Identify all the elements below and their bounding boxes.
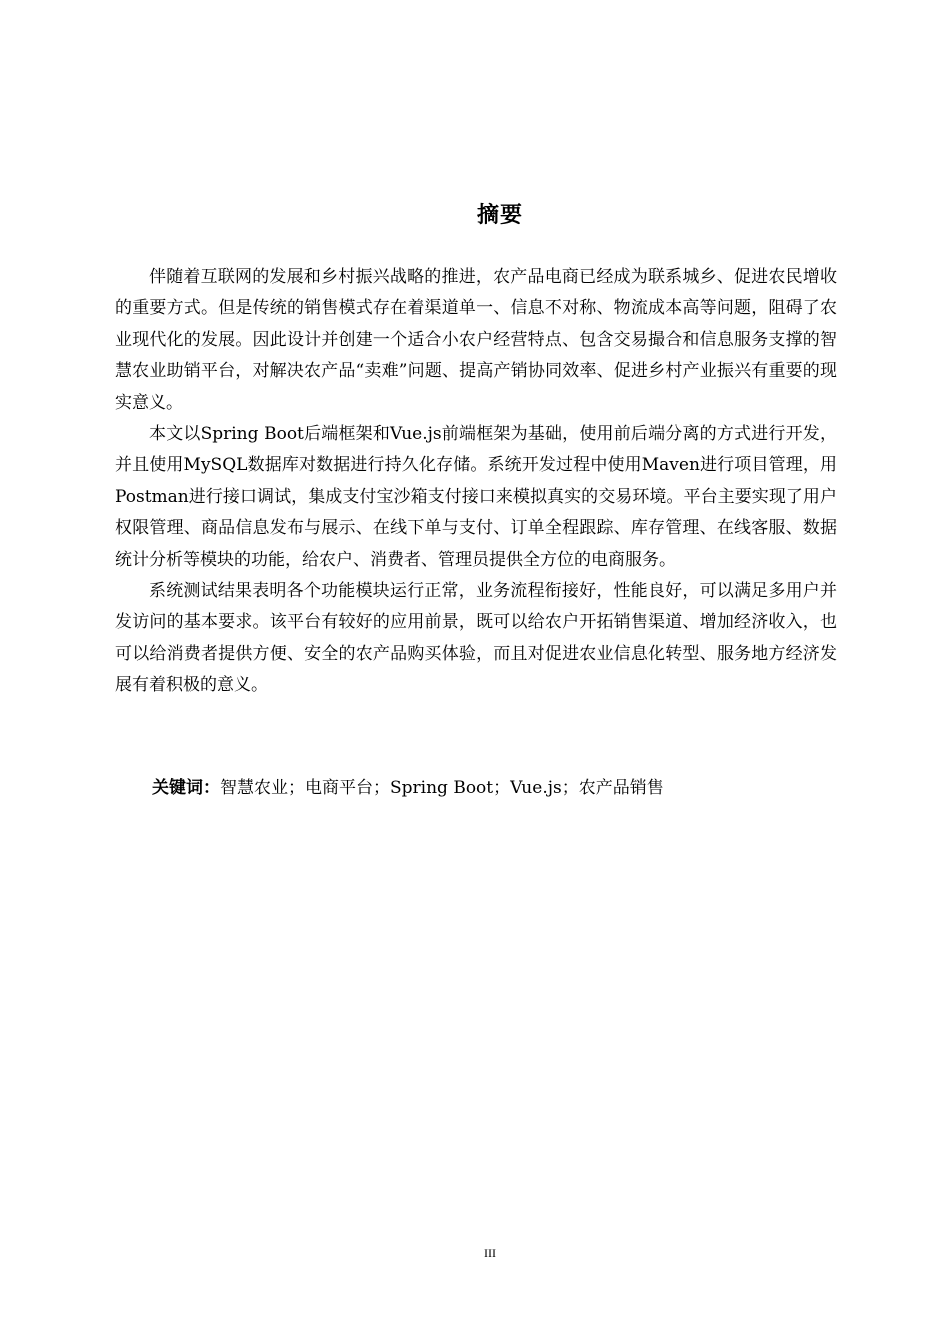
abstract-body bbox=[115, 262, 837, 702]
abstract-paragraph-3: 系统测试结果表明各个功能模块运行正常，业务流程衔接好，性能良好，可以满足多用户并发访问的基本要求。该平台有较好的应用前景，既可以给农户开拓销售渠道、增加经济收入，也可以给消费者提供方便、安全的农产品购买体验，而且对促进农业信息化转型、服务地方经济发展有着积极的意义。 bbox=[115, 581, 837, 696]
keywords-list: 智慧农业；电商平台；Spring Boot；Vue.js；农产品销售 bbox=[220, 778, 664, 798]
abstract-paragraph-1: 伴随着互联网的发展和乡村振兴战略的推进，农产品电商已经成为联系城乡、促进农民增收的重要方式。但是传统的销售模式存在着渠道单一、信息不对称、物流成本高等问题，阻碍了农业现代化的发展。因此设计并创建一个适合小农户经营特点、包含交易撮合和信息服务支撑的智慧农业助销平台，对解决农产品“卖难”问题、提高产销协同效率、促进乡村产业振兴有重要的现实意义。 bbox=[115, 267, 837, 413]
keywords-line bbox=[152, 772, 837, 804]
abstract-paragraph-2: 本文以Spring Boot后端框架和Vue.js前端框架为基础，使用前后端分离的方式进行开发，并且使用MySQL数据库对数据进行持久化存储。系统开发过程中使用Maven进行项目管理，用Postman进行接口调试，集成支付宝沙箱支付接口来模拟真实的交易环境。平台主要实现了用户权限管理、商品信息发布与展示、在线下单与支付、订单全程跟踪、库存管理、在线客服、数据统计分析等模块的功能，给农户、消费者、管理员提供全方位的电商服务。 bbox=[115, 424, 837, 570]
abstract-title: 摘要 bbox=[476, 203, 523, 228]
page-number: III bbox=[484, 1246, 496, 1260]
keywords-label: 关键词： bbox=[152, 778, 220, 798]
